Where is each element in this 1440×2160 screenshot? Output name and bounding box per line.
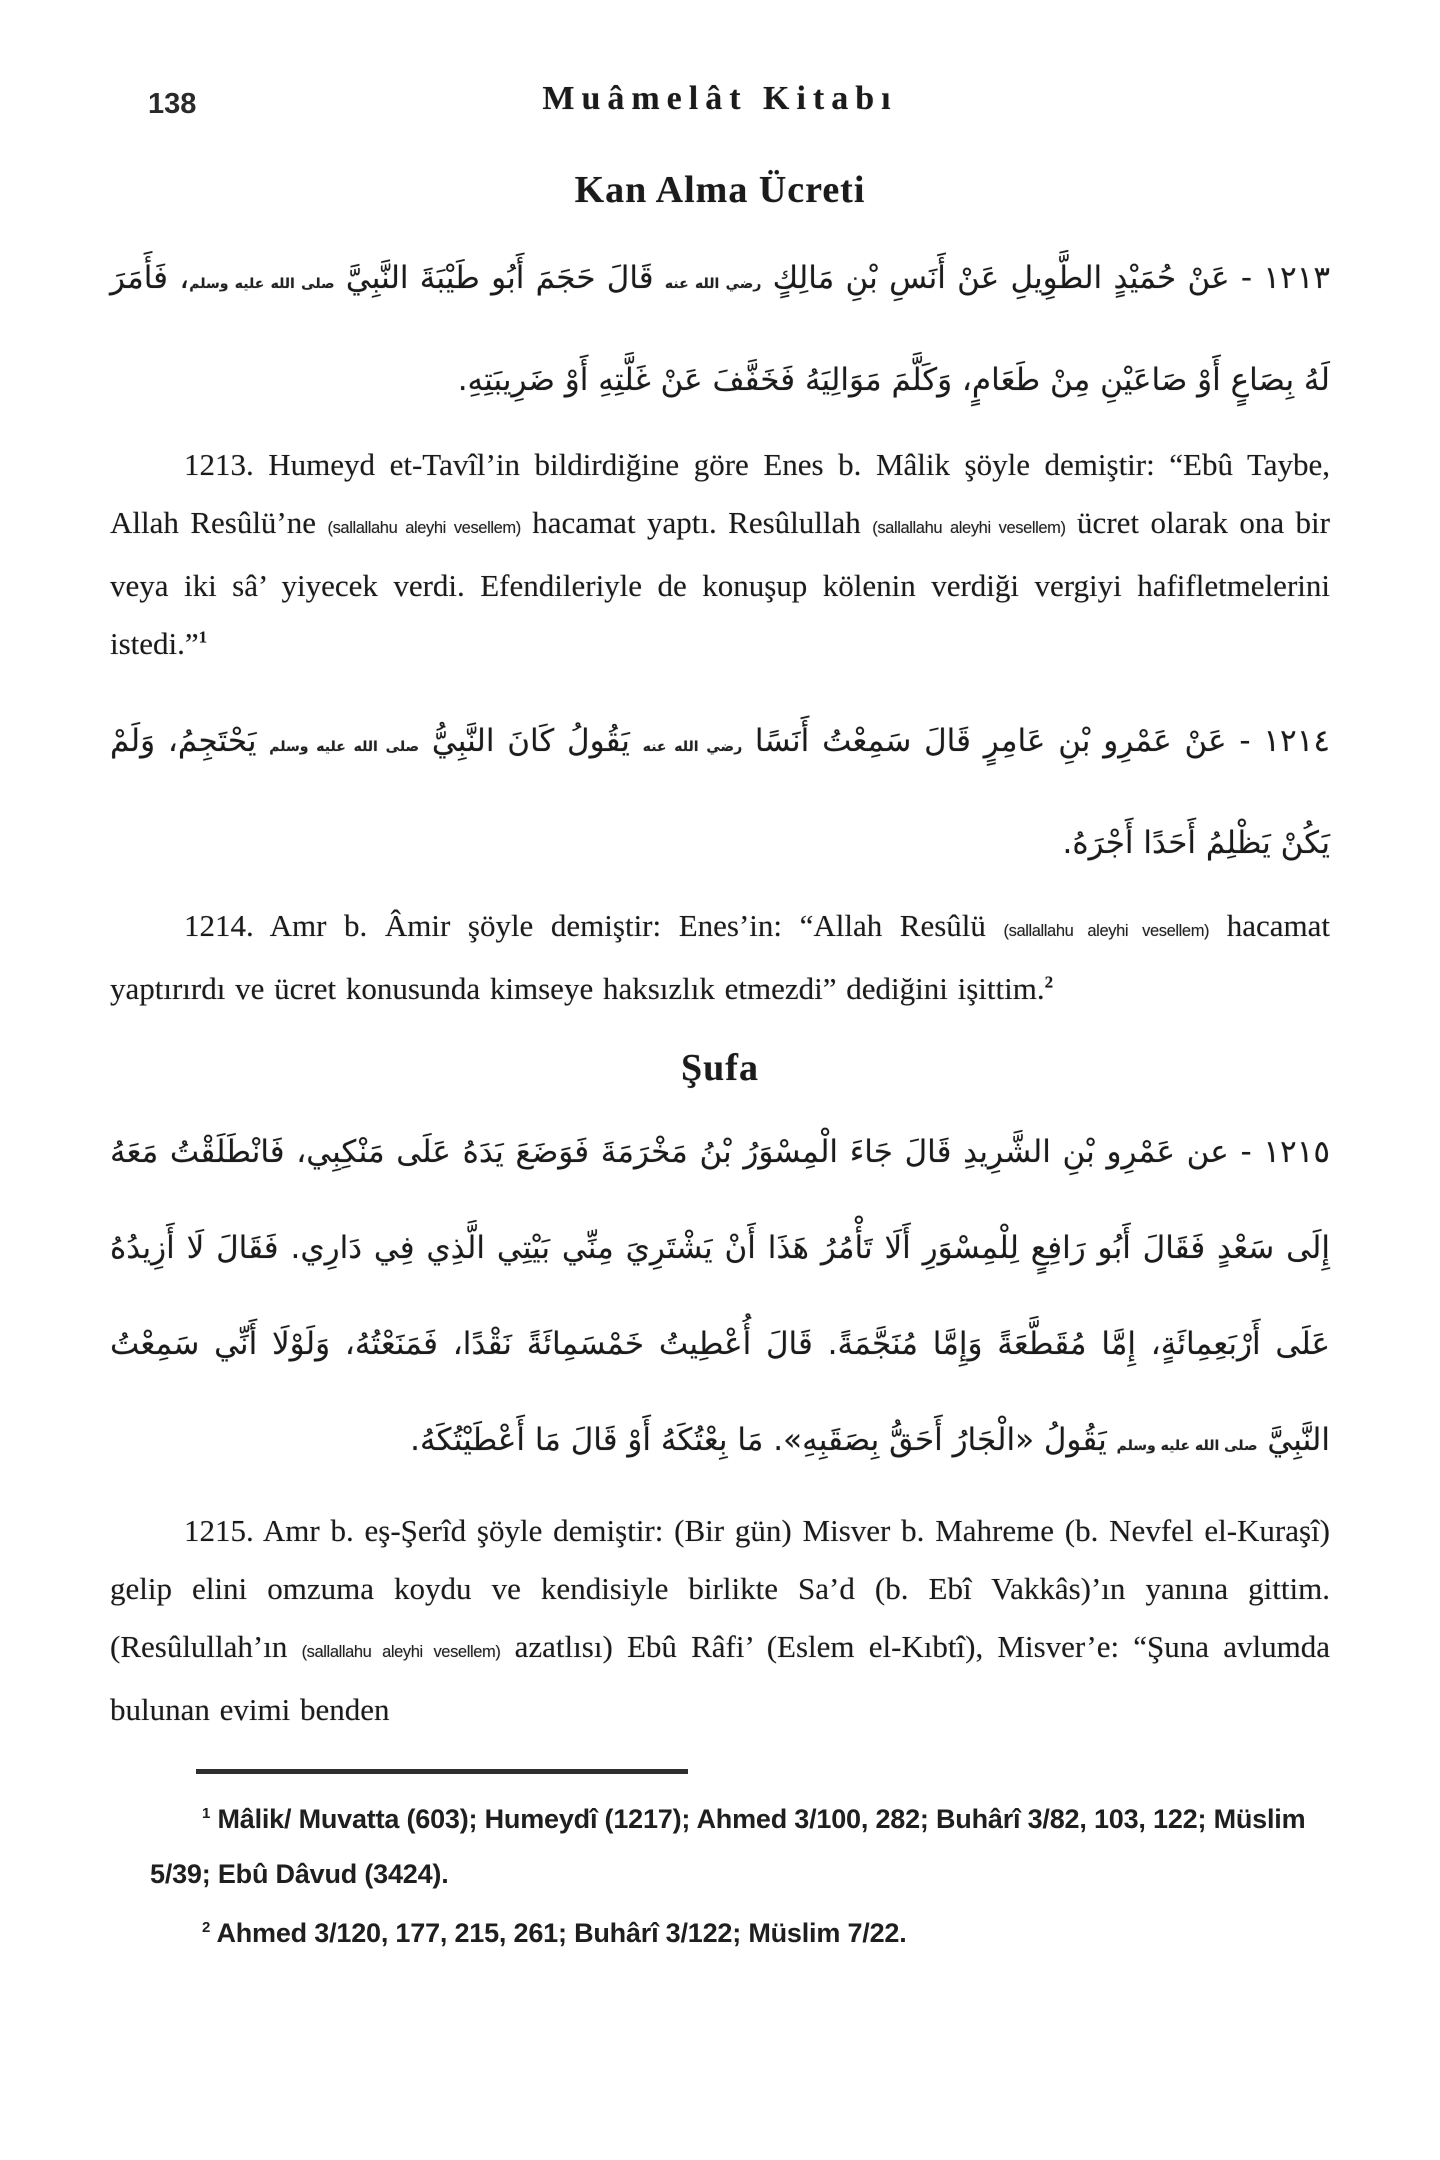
text-run: ، فَأَمَرَ لَهُ بِصَاعٍ أَوْ صَاعَيْنِ مِنْ طَعَامٍ، وَكَلَّمَ مَوَالِيَهُ فَخَفَّفَ عَنْ غَلَّتِهِ أَوْ ضَرِيبَتِهِ. — [110, 260, 1330, 398]
honorific-text: (sallallahu aleyhi vesellem) — [872, 519, 1066, 537]
page-number: 138 — [148, 88, 197, 120]
text-run: ١٢١٤ - عَنْ عَمْرِو بْنِ عَامِرٍ قَالَ سَمِعْتُ أَنَسًا — [742, 723, 1331, 759]
text-run: يَقُولُ «الْجَارُ أَحَقُّ بِصَقَبِهِ». مَا بِعْتُكَهُ أَوْ قَالَ مَا أَعْطَيْتُكَهُ. — [410, 1422, 1117, 1458]
hadith-1214-translation — [110, 897, 1330, 1018]
text-run: 1214. Amr b. Âmir şöyle demiştir: Enes’in: “Allah Resûlü — [184, 908, 1004, 943]
honorific-text: صلى الله عليه وسلم — [269, 739, 420, 755]
text-run: Ahmed 3/120, 177, 215, 261; Buhârî 3/122; Müslim 7/22. — [210, 1918, 907, 1948]
footnote-marker: 1 — [198, 627, 208, 647]
text-run: 1215. Amr b. eş-Şerîd şöyle demiştir: (Bir gün) Misver b. Mahreme (b. Nevfel el-Kuraşî) gelip elini omzuma koydu ve kendisiyle birlikte Sa’d (b. Ebî Vakkâs)’ın yanına gittim. (Resûlullah’ın — [110, 1513, 1330, 1664]
text-run: يَقُولُ كَانَ النَّبِيُّ — [419, 723, 643, 759]
honorific-text: صلى الله عليه وسلم — [189, 276, 335, 292]
text-run: ücret olarak ona bir veya iki sâ’ yiyecek verdi. Efendileriyle de konuşup kölenin verdiği vergiyi hafifletmelerini istedi.” — [110, 505, 1330, 661]
section-title-kan-alma-ucreti: Kan Alma Ücreti — [574, 169, 866, 211]
footnote-divider — [196, 1769, 688, 1774]
text-run: Mâlik/ Muvatta (603); Humeydî (1217); Ahmed 3/100, 282; Buhârî 3/82, 103, 122; Müslim 5/39; Ebû Dâvud (3424). — [150, 1804, 1306, 1889]
honorific-text: رضي الله عنه — [664, 276, 762, 292]
text-run: ١٢١٣ - عَنْ حُمَيْدٍ الطَّوِيلِ عَنْ أَنَسِ بْنِ مَالِكٍ — [761, 260, 1330, 296]
honorific-text: صلى الله عليه وسلم — [1116, 1438, 1258, 1454]
text-run: hacamat yaptı. Resûlullah — [520, 505, 873, 540]
page-header — [110, 80, 1330, 126]
honorific-text: (sallallahu aleyhi vesellem) — [327, 519, 521, 537]
footnote-marker: 2 — [202, 1919, 211, 1936]
hadith-1215-arabic-text — [110, 1104, 1330, 1494]
hadith-1214-arabic-text — [110, 693, 1330, 891]
footnote-marker: 1 — [202, 1805, 211, 1822]
text-run: يَحْتَجِمُ، وَلَمْ يَكُنْ يَظْلِمُ أَحَدًا أَجْرَهُ. — [110, 723, 1330, 861]
footnote-1 — [150, 1792, 1330, 1902]
text-run: ١٢١٥ - عن عَمْرِو بْنِ الشَّرِيدِ قَالَ جَاءَ الْمِسْوَرُ بْنُ مَخْرَمَةَ فَوَضَعَ يَدَهُ عَلَى مَنْكِبِي، فَانْطَلَقْتُ مَعَهُ إِلَى سَعْدٍ فَقَالَ أَبُو رَافِعٍ لِلْمِسْوَرِ أَلَا تَأْمُرُ هَذَا أَنْ يَشْتَرِيَ مِنِّي بَيْتِي الَّذِي فِي دَارِي. فَقَالَ لَا أَزِيدُهُ عَلَى أَرْبَعِمِائَةٍ، إِمَّا مُقَطَّعَةً وَإِمَّا مُنَجَّمَةً. قَالَ أُعْطِيتُ خَمْسَمِائَةً نَقْدًا، فَمَنَعْتُهُ، وَلَوْلَا أَنِّي سَمِعْتُ النَّبِيَّ — [110, 1134, 1330, 1458]
footnote-2 — [150, 1906, 1330, 1961]
section-title-sufa: Şufa — [681, 1047, 759, 1089]
text-run: قَالَ حَجَمَ أَبُو طَيْبَةَ النَّبِيَّ — [334, 260, 665, 296]
text-run: azatlısı) Ebû Râfi’ (Eslem el-Kıbtî), Misver’e: “Şuna avlumda bulunan evimi benden — [110, 1629, 1330, 1727]
honorific-text: (sallallahu aleyhi vesellem) — [1003, 922, 1210, 940]
honorific-text: (sallallahu aleyhi vesellem) — [301, 1643, 501, 1661]
honorific-text: رضي الله عنه — [642, 739, 743, 755]
hadith-1215-translation — [110, 1502, 1330, 1739]
hadith-1213-arabic-text — [110, 230, 1330, 428]
text-run: hacamat yaptırırdı ve ücret konusunda kimseye haksızlık etmezdi” dediğini işittim. — [110, 908, 1330, 1006]
footnote-marker: 2 — [1044, 972, 1054, 992]
hadith-1213-translation — [110, 436, 1330, 673]
running-title: Muâmelât Kitabı — [542, 80, 898, 117]
text-run: 1213. Humeyd et-Tavîl’in bildirdiğine göre Enes b. Mâlik şöyle demiştir: “Ebû Taybe, Allah Resûlü’ne — [110, 447, 1330, 540]
